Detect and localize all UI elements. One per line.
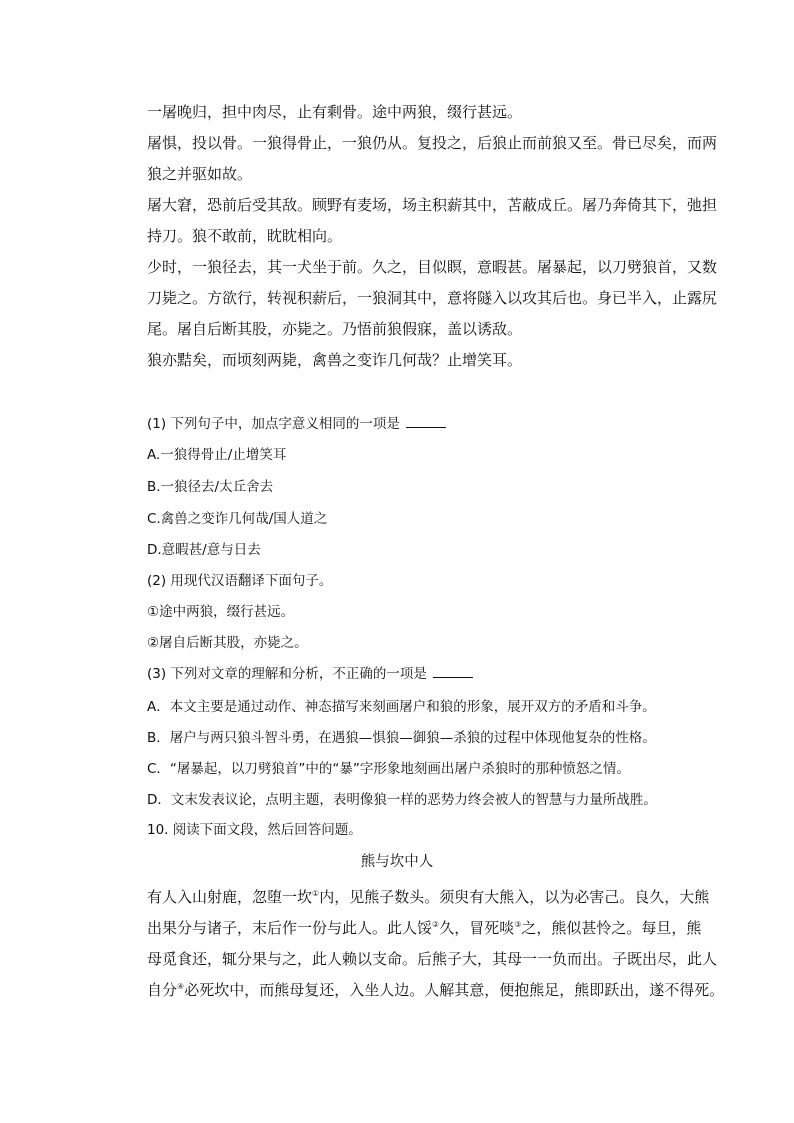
passage-line: 屠惧，投以骨。一狼得骨止，一狼仍从。复投之，后狼止而前狼又至。骨已尽矣，而两 (147, 134, 718, 152)
passage-line: 出果分与诸子，末后作一份与此人。此人馁②久，冒死啖③之，熊似甚怜之。每旦，熊 (147, 919, 702, 937)
translate-item-2: ②屠自后断其股，亦毙之。 (147, 635, 308, 651)
passage-wolf (147, 97, 718, 376)
passage-bear (147, 882, 725, 1006)
option-d: D.意暇甚/意与日去 (147, 542, 261, 558)
passage-line: 持刀。狼不敢前，眈眈相向。 (147, 227, 343, 245)
footnote-mark: ① (312, 889, 320, 898)
option-a: A.一狼得骨止/止增笑耳 (147, 447, 287, 463)
passage-line: 屠大窘，恐前后受其敌。顾野有麦场，场主积薪其中，苫蔽成丘。屠乃奔倚其下，弛担 (147, 196, 718, 214)
passage-line: 狼之并驱如故。 (147, 165, 253, 183)
passage-line: 母觅食还，辄分果与之，此人赖以支命。后熊子大，其母一一负而出。子既出尽，此人 (147, 950, 718, 968)
footnote-mark: ④ (177, 982, 185, 991)
option-c: C．“屠暴起，以刀劈狼首”中的“暴”字形象地刻画出屠户杀狼时的那种愤怒之情。 (147, 761, 630, 777)
passage-line: 尾。屠自后断其股，亦毙之。乃悟前狼假寐，盖以诱敌。 (147, 320, 523, 338)
question-1-text: (1) 下列句子中，加点字意义相同的一项是 (147, 416, 400, 432)
passage-line: 刀毙之。方欲行，转视积薪后，一狼洞其中，意将隧入以攻其后也。身已半入，止露尻 (147, 289, 718, 307)
footnote-mark: ③ (514, 920, 522, 929)
option-d: D．文末发表议论，点明主题，表明像狼一样的恶势力终会被人的智慧与力量所战胜。 (147, 792, 657, 808)
translate-item-1: ①途中两狼，缀行甚远。 (147, 604, 295, 620)
answer-blank (433, 676, 473, 678)
passage-title: 熊与坎中人 (360, 854, 434, 870)
option-b: B．屠户与两只狼斗智斗勇，在遇狼—惧狼—御狼—杀狼的过程中体现他复杂的性格。 (147, 730, 656, 746)
passage-line: 狼亦黠矣，而顷刻两毙，禽兽之变诈几何哉？止增笑耳。 (147, 351, 523, 369)
question-10: 10. 阅读下面文段，然后回答问题。 (147, 822, 362, 838)
passage-line: 少时，一狼径去，其一犬坐于前。久之，目似瞑，意暇甚。屠暴起，以刀劈狼首，又数 (147, 258, 718, 276)
passage-line: 自分④必死坎中，而熊母复还，入坐人边。人解其意，便抱熊足，熊即跃出，遂不得死。 (147, 981, 725, 999)
question-3 (147, 664, 473, 684)
option-c: C.禽兽之变诈几何哉/国人道之 (147, 511, 328, 527)
question-1 (147, 414, 446, 434)
question-3-text: (3) 下列对文章的理解和分析，不正确的一项是 (147, 666, 427, 682)
footnote-mark: ② (432, 920, 440, 929)
answer-blank (406, 426, 446, 428)
option-a: A．本文主要是通过动作、神态描写来刻画屠户和狼的形象，展开双方的矛盾和斗争。 (147, 699, 656, 715)
option-b: B.一狼径去/太丘舍去 (147, 479, 274, 495)
passage-line: 一屠晚归，担中肉尽，止有剩骨。途中两狼，缀行甚远。 (147, 103, 523, 121)
passage-line: 有人入山射鹿，忽堕一坎①内，见熊子数头。须臾有大熊入，以为必害己。良久，大熊 (147, 888, 710, 906)
question-2: (2) 用现代汉语翻译下面句子。 (147, 573, 333, 589)
